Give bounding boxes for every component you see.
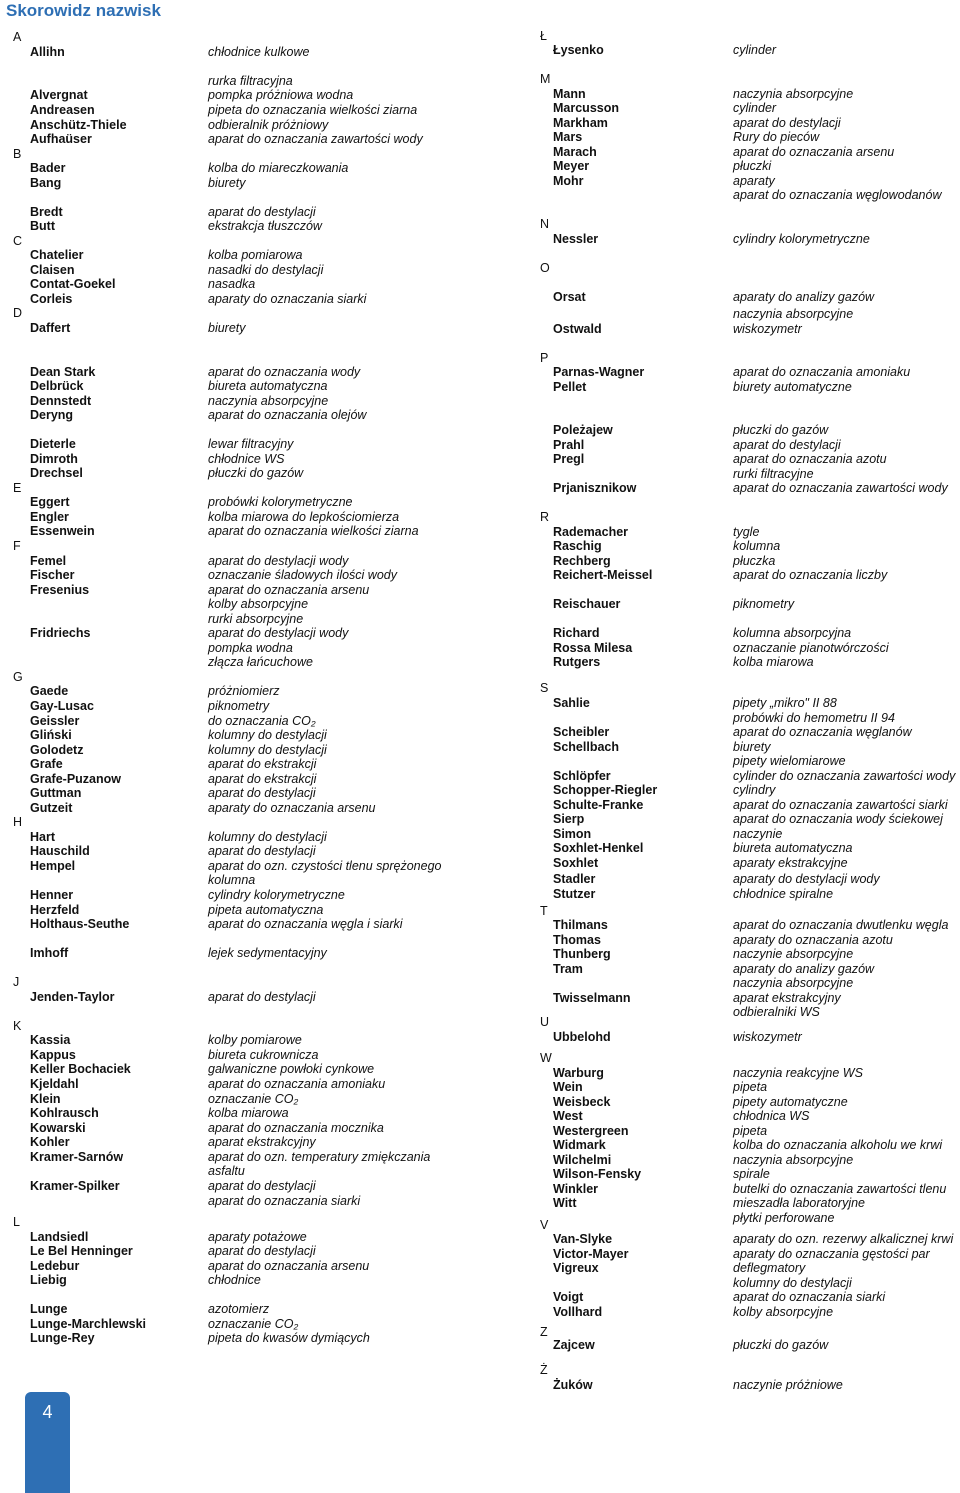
index-name: Prjanisznikow: [553, 481, 637, 495]
index-name: Łysenko: [553, 43, 604, 57]
index-name: Kohlrausch: [30, 1106, 99, 1120]
index-name: West: [553, 1109, 583, 1123]
index-description: kolba pomiarowa: [208, 248, 303, 262]
index-name: Corleis: [30, 292, 73, 306]
index-description: aparat do destylacji wody: [208, 554, 349, 568]
index-description: pipeta automatyczna: [208, 903, 324, 917]
index-name: Ostwald: [553, 322, 602, 336]
section-letter: F: [13, 539, 21, 553]
index-description: aparat do oznaczania węglanów: [733, 725, 912, 739]
section-letter: D: [13, 306, 23, 320]
index-description: chłodnice kulkowe: [208, 45, 310, 59]
index-description: do oznaczania CO₂: [208, 714, 316, 728]
index-name: Hempel: [30, 859, 76, 873]
section-letter: S: [540, 681, 549, 695]
index-name: Victor-Mayer: [553, 1247, 629, 1261]
index-name: Butt: [30, 219, 55, 233]
index-description: aparat do ekstrakcji: [208, 772, 317, 786]
index-name: Warburg: [553, 1066, 604, 1080]
index-description: aparat do destylacji: [208, 205, 316, 219]
index-description: nasadka: [208, 277, 256, 291]
index-description: pompka próżniowa wodna: [208, 88, 354, 102]
index-name: Poleżajew: [553, 423, 613, 437]
index-description: kolby absorpcyjne: [208, 597, 309, 611]
index-name: Klein: [30, 1092, 61, 1106]
index-description: złącza łańcuchowe: [208, 655, 313, 669]
index-description: pipety „mikro" II 88: [733, 696, 837, 710]
index-name: Schellbach: [553, 740, 619, 754]
index-description: kolba miarowa: [733, 655, 814, 669]
index-description: aparat do oznaczania arsenu: [208, 583, 370, 597]
index-name: Rademacher: [553, 525, 629, 539]
index-name: Delbrück: [30, 379, 84, 393]
index-description: rurki filtracyjne: [733, 467, 814, 481]
index-description: rurki absorpcyjne: [208, 612, 304, 626]
section-letter: J: [13, 975, 20, 989]
index-description: aparat do destylacji: [208, 1244, 316, 1258]
index-description: aparaty: [733, 174, 775, 188]
index-name: Stutzer: [553, 887, 596, 901]
index-description: cylinder: [733, 43, 777, 57]
index-name: Hauschild: [30, 844, 90, 858]
index-description: płuczki do gazów: [733, 1338, 829, 1352]
index-name: Contat-Goekel: [30, 277, 116, 291]
index-description: aparat do oznaczania arsenu: [733, 145, 895, 159]
index-description: aparat do oznaczania arsenu: [208, 1259, 370, 1273]
index-description: galwaniczne powłoki cynkowe: [208, 1062, 375, 1076]
index-name: Fresenius: [30, 583, 90, 597]
index-description: kolumny do destylacji: [733, 1276, 852, 1290]
index-name: Thilmans: [553, 918, 608, 932]
index-description: oznaczanie śladowych ilości wody: [208, 568, 397, 582]
index-name: Deryng: [30, 408, 74, 422]
section-letter: Z: [540, 1325, 548, 1339]
index-name: Herzfeld: [30, 903, 80, 917]
index-name: Allihn: [30, 45, 65, 59]
index-name: Geissler: [30, 714, 80, 728]
index-description: pipeta do kwasów dymiących: [208, 1331, 370, 1345]
index-description: naczynia absorpcyjne: [733, 307, 854, 321]
index-name: Weisbeck: [553, 1095, 611, 1109]
index-description: cylinder: [733, 101, 777, 115]
index-name: Liebig: [30, 1273, 67, 1287]
index-name: Mars: [553, 130, 583, 144]
index-description: deflegmatory: [733, 1261, 806, 1275]
index-name: Aufhaüser: [30, 132, 92, 146]
index-description: odbieralniki WS: [733, 1005, 820, 1019]
index-name: Ubbelohd: [553, 1030, 611, 1044]
index-description: aparaty do destylacji wody: [733, 872, 880, 886]
index-description: aparat do ozn. temperatury zmiękczania: [208, 1150, 431, 1164]
index-description: wiskozymetr: [733, 1030, 802, 1044]
index-name: Gay-Lusac: [30, 699, 94, 713]
index-name: Simon: [553, 827, 592, 841]
index-description: spirale: [733, 1167, 770, 1181]
index-description: Rury do pieców: [733, 130, 820, 144]
index-description: biurety: [208, 176, 246, 190]
section-letter: R: [540, 510, 550, 524]
index-name: Keller Bochaciek: [30, 1062, 131, 1076]
index-name: Gliński: [30, 728, 72, 742]
index-description: oznaczanie CO₂: [208, 1092, 299, 1106]
index-description: tygle: [733, 525, 760, 539]
index-name: Kohler: [30, 1135, 70, 1149]
index-description: aparat do destylacji: [733, 116, 841, 130]
index-description: aparat do destylacji wody: [208, 626, 349, 640]
index-description: aparat do oznaczania zawartości wody: [208, 132, 423, 146]
index-description: biurety: [733, 740, 771, 754]
index-description: aparat do ozn. czystości tlenu sprężonego: [208, 859, 442, 873]
index-description: nasadki do destylacji: [208, 263, 324, 277]
index-description: płuczka: [733, 554, 776, 568]
index-name: Van-Slyke: [553, 1232, 613, 1246]
index-description: chłodnice spiralne: [733, 887, 834, 901]
index-description: kolby absorpcyjne: [733, 1305, 834, 1319]
index-description: kolumna: [733, 539, 781, 553]
index-description: aparat ekstrakcyjny: [208, 1135, 316, 1149]
index-description: kolby pomiarowe: [208, 1033, 302, 1047]
index-description: cylindry kolorymetryczne: [733, 232, 870, 246]
index-description: aparat do oznaczania wody ściekowej: [733, 812, 943, 826]
index-name: Le Bel Henninger: [30, 1244, 133, 1258]
index-name: Drechsel: [30, 466, 83, 480]
index-description: mieszadła laboratoryjne: [733, 1196, 866, 1210]
index-name: Tram: [553, 962, 583, 976]
index-description: kolba do miareczkowania: [208, 161, 349, 175]
index-name: Twisselmann: [553, 991, 631, 1005]
section-letter: K: [13, 1019, 22, 1033]
index-name: Orsat: [553, 290, 586, 304]
index-description: aparaty do oznaczania azotu: [733, 933, 893, 947]
index-description: kolba miarowa: [208, 1106, 289, 1120]
section-letter: H: [13, 815, 23, 829]
index-description: płuczki: [733, 159, 772, 173]
index-description: oznaczanie pianotwórczości: [733, 641, 889, 655]
index-name: Daffert: [30, 321, 71, 335]
index-description: chłodnice WS: [208, 452, 285, 466]
section-letter: E: [13, 481, 22, 495]
index-name: Prahl: [553, 438, 585, 452]
index-description: lejek sedymentacyjny: [208, 946, 327, 960]
index-description: pipety automatyczne: [733, 1095, 848, 1109]
section-letter: C: [13, 234, 23, 248]
index-name: Sierp: [553, 812, 585, 826]
index-name: Essenwein: [30, 524, 95, 538]
index-name: Wilson-Fensky: [553, 1167, 642, 1181]
index-name: Soxhlet-Henkel: [553, 841, 644, 855]
index-name: Wilchelmi: [553, 1153, 612, 1167]
index-description: aparat do oznaczania amoniaku: [733, 365, 911, 379]
index-name: Fridriechs: [30, 626, 91, 640]
index-name: Rechberg: [553, 554, 611, 568]
section-letter: U: [540, 1015, 550, 1029]
index-name: Voigt: [553, 1290, 584, 1304]
index-name: Markham: [553, 116, 608, 130]
index-description: probówki do hemometru II 94: [733, 711, 895, 725]
index-description: naczynia absorpcyjne: [733, 1153, 854, 1167]
index-description: aparat do oznaczania siarki: [208, 1194, 361, 1208]
section-letter: W: [540, 1051, 552, 1065]
index-name: Vigreux: [553, 1261, 599, 1275]
index-name: Raschig: [553, 539, 602, 553]
index-description: aparat do ekstrakcji: [208, 757, 317, 771]
index-description: aparaty do analizy gazów: [733, 962, 875, 976]
index-name: Claisen: [30, 263, 75, 277]
index-name: Widmark: [553, 1138, 606, 1152]
index-name: Mohr: [553, 174, 584, 188]
index-name: Parnas-Wagner: [553, 365, 645, 379]
index-name: Andreasen: [30, 103, 95, 117]
index-name: Mann: [553, 87, 586, 101]
index-description: aparat do oznaczania siarki: [733, 1290, 886, 1304]
index-description: płytki perforowane: [733, 1211, 835, 1225]
index-name: Stadler: [553, 872, 596, 886]
index-description: pipeta do oznaczania wielkości ziarna: [208, 103, 418, 117]
index-description: kolumny do destylacji: [208, 728, 327, 742]
index-name: Ledebur: [30, 1259, 80, 1273]
index-name: Witt: [553, 1196, 577, 1210]
index-name: Thomas: [553, 933, 601, 947]
section-letter: V: [540, 1218, 549, 1232]
index-name: Rossa Milesa: [553, 641, 633, 655]
index-description: aparat do oznaczania azotu: [733, 452, 887, 466]
index-description: kolumny do destylacji: [208, 830, 327, 844]
section-letter: T: [540, 904, 548, 918]
index-description: rurka filtracyjna: [208, 74, 293, 88]
index-description: piknometry: [208, 699, 270, 713]
index-description: oznaczanie CO₂: [208, 1317, 299, 1331]
index-name: Schulte-Franke: [553, 798, 644, 812]
section-letter: P: [540, 351, 549, 365]
index-name: Dennstedt: [30, 394, 92, 408]
index-description: biurety automatyczne: [733, 380, 852, 394]
section-letter: Ł: [540, 29, 547, 43]
index-description: biureta automatyczna: [208, 379, 328, 393]
index-description: probówki kolorymetryczne: [208, 495, 353, 509]
index-name: Femel: [30, 554, 67, 568]
index-description: naczynia absorpcyjne: [733, 87, 854, 101]
index-name: Bang: [30, 176, 62, 190]
index-name: Dieterle: [30, 437, 76, 451]
index-description: wiskozymetr: [733, 322, 802, 336]
index-description: naczynie: [733, 827, 783, 841]
index-name: Pregl: [553, 452, 585, 466]
section-letter: A: [13, 30, 22, 44]
index-description: kolumny do destylacji: [208, 743, 327, 757]
index-name: Żuków: [553, 1378, 593, 1392]
index-description: aparaty do ozn. rezerwy alkalicznej krwi: [733, 1232, 954, 1246]
index-description: próżniomierz: [208, 684, 280, 698]
index-description: biureta automatyczna: [733, 841, 853, 855]
index-name: Nessler: [553, 232, 599, 246]
index-description: aparat do oznaczania wielkości ziarna: [208, 524, 419, 538]
index-name: Grafe: [30, 757, 63, 771]
index-description: aparat do destylacji: [733, 438, 841, 452]
section-letter: N: [540, 217, 550, 231]
index-name: Thunberg: [553, 947, 611, 961]
index-name: Rutgers: [553, 655, 601, 669]
index-name: Scheibler: [553, 725, 610, 739]
index-description: pompka wodna: [208, 641, 293, 655]
index-name: Henner: [30, 888, 74, 902]
index-description: aparat do oznaczania zawartości wody: [733, 481, 948, 495]
index-name: Lunge-Marchlewski: [30, 1317, 146, 1331]
index-description: aparat do destylacji: [208, 786, 316, 800]
index-description: naczynia reakcyjne WS: [733, 1066, 863, 1080]
index-name: Jenden-Taylor: [30, 990, 115, 1004]
index-description: cylindry kolorymetryczne: [208, 888, 345, 902]
index-name: Kassia: [30, 1033, 71, 1047]
page-title: Skorowidz nazwisk: [6, 1, 161, 20]
index-description: aparat do oznaczania dwutlenku węgla: [733, 918, 949, 932]
index-name: Grafe-Puzanow: [30, 772, 121, 786]
index-name: Fischer: [30, 568, 75, 582]
index-description: aparaty ekstrakcyjne: [733, 856, 848, 870]
index-description: pipety wielomiarowe: [733, 754, 846, 768]
index-name: Soxhlet: [553, 856, 599, 870]
index-name: Westergreen: [553, 1124, 629, 1138]
index-description: aparat do destylacji: [208, 844, 316, 858]
index-name: Dean Stark: [30, 365, 96, 379]
index-description: ekstrakcja tłuszczów: [208, 219, 322, 233]
index-description: lewar filtracyjny: [208, 437, 294, 451]
index-description: aparat do oznaczania wody: [208, 365, 361, 379]
index-description: butelki do oznaczania zawartości tlenu: [733, 1182, 947, 1196]
index-name: Zajcew: [553, 1338, 595, 1352]
index-name: Imhoff: [30, 946, 69, 960]
index-name: Kjeldahl: [30, 1077, 79, 1091]
index-description: kolba do oznaczania alkoholu we krwi: [733, 1138, 943, 1152]
index-name: Landsiedl: [30, 1230, 89, 1244]
index-description: aparat do oznaczania olejów: [208, 408, 367, 422]
index-name: Schlöpfer: [553, 769, 611, 783]
index-name: Vollhard: [553, 1305, 603, 1319]
index-description: cylinder do oznaczania zawartości wody: [733, 769, 956, 783]
index-description: aparat do oznaczania węglowodanów: [733, 188, 942, 202]
index-description: asfaltu: [208, 1164, 245, 1178]
index-name: Gaede: [30, 684, 69, 698]
index-description: chłodnica WS: [733, 1109, 810, 1123]
index-name: Schopper-Riegler: [553, 783, 658, 797]
index-name: Meyer: [553, 159, 590, 173]
index-name: Engler: [30, 510, 69, 524]
index-description: płuczki do gazów: [733, 423, 829, 437]
index-name: Kramer-Spilker: [30, 1179, 120, 1193]
index-name: Richard: [553, 626, 600, 640]
index-description: pipeta: [733, 1080, 768, 1094]
index-description: chłodnice: [208, 1273, 261, 1287]
index-name: Bader: [30, 161, 66, 175]
section-letter: Ż: [540, 1363, 548, 1377]
index-name: Bredt: [30, 205, 63, 219]
index-description: pipeta: [733, 1124, 768, 1138]
index-description: aparaty do analizy gazów: [733, 290, 875, 304]
index-description: naczynie absorpcyjne: [733, 947, 854, 961]
index-name: Holthaus-Seuthe: [30, 917, 130, 931]
index-description: aparat do oznaczania zawartości siarki: [733, 798, 948, 812]
index-description: aparat do destylacji: [208, 1179, 316, 1193]
index-description: kolumna absorpcyjna: [733, 626, 852, 640]
index-name: Marach: [553, 145, 597, 159]
index-description: cylindry: [733, 783, 776, 797]
index-description: piknometry: [733, 597, 795, 611]
index-name: Dimroth: [30, 452, 78, 466]
index-description: kolumna: [208, 873, 256, 887]
index-description: aparat do destylacji: [208, 990, 316, 1004]
index-description: kolba miarowa do lepkościomierza: [208, 510, 400, 524]
index-name: Golodetz: [30, 743, 84, 757]
index-name: Pellet: [553, 380, 587, 394]
index-name: Chatelier: [30, 248, 84, 262]
index-description: odbieralnik próżniowy: [208, 118, 329, 132]
section-letter: G: [13, 670, 23, 684]
index-name: Wein: [553, 1080, 583, 1094]
page-number-tab: [25, 1392, 70, 1493]
index-name: Hart: [30, 830, 56, 844]
index-description: aparat ekstrakcyjny: [733, 991, 841, 1005]
index-name: Kramer-Sarnów: [30, 1150, 124, 1164]
section-letter: O: [540, 261, 550, 275]
index-description: aparaty do oznaczania siarki: [208, 292, 367, 306]
index-name: Kappus: [30, 1048, 76, 1062]
index-name: Kowarski: [30, 1121, 86, 1135]
section-letter: M: [540, 72, 551, 86]
index-description: aparaty do oznaczania arsenu: [208, 801, 376, 815]
index-description: naczynia absorpcyjne: [208, 394, 329, 408]
index-description: płuczki do gazów: [208, 466, 304, 480]
index-description: aparaty do oznaczania gęstości par: [733, 1247, 930, 1261]
index-name: Lunge-Rey: [30, 1331, 95, 1345]
index-name: Eggert: [30, 495, 70, 509]
index-name: Winkler: [553, 1182, 599, 1196]
index-description: naczynie próżniowe: [733, 1378, 843, 1392]
page-number: 4: [42, 1402, 53, 1422]
index-description: aparaty potażowe: [208, 1230, 307, 1244]
index-description: naczynia absorpcyjne: [733, 976, 854, 990]
index-name: Guttman: [30, 786, 82, 800]
index-description: aparat do oznaczania amoniaku: [208, 1077, 386, 1091]
index-description: biureta cukrownicza: [208, 1048, 319, 1062]
index-name: Reischauer: [553, 597, 621, 611]
index-name: Gutzeit: [30, 801, 73, 815]
section-letter: B: [13, 147, 22, 161]
index-description: aparat do oznaczania węgla i siarki: [208, 917, 403, 931]
index-name: Lunge: [30, 1302, 68, 1316]
index-name: Reichert-Meissel: [553, 568, 653, 582]
index-name: Marcusson: [553, 101, 619, 115]
index-name: Alvergnat: [30, 88, 88, 102]
index-description: azotomierz: [208, 1302, 270, 1316]
index-name: Sahlie: [553, 696, 590, 710]
index-description: aparat do oznaczania mocznika: [208, 1121, 384, 1135]
index-description: aparat do oznaczania liczby: [733, 568, 888, 582]
index-name: Anschütz-Thiele: [30, 118, 127, 132]
index-description: biurety: [208, 321, 246, 335]
section-letter: L: [13, 1215, 20, 1229]
